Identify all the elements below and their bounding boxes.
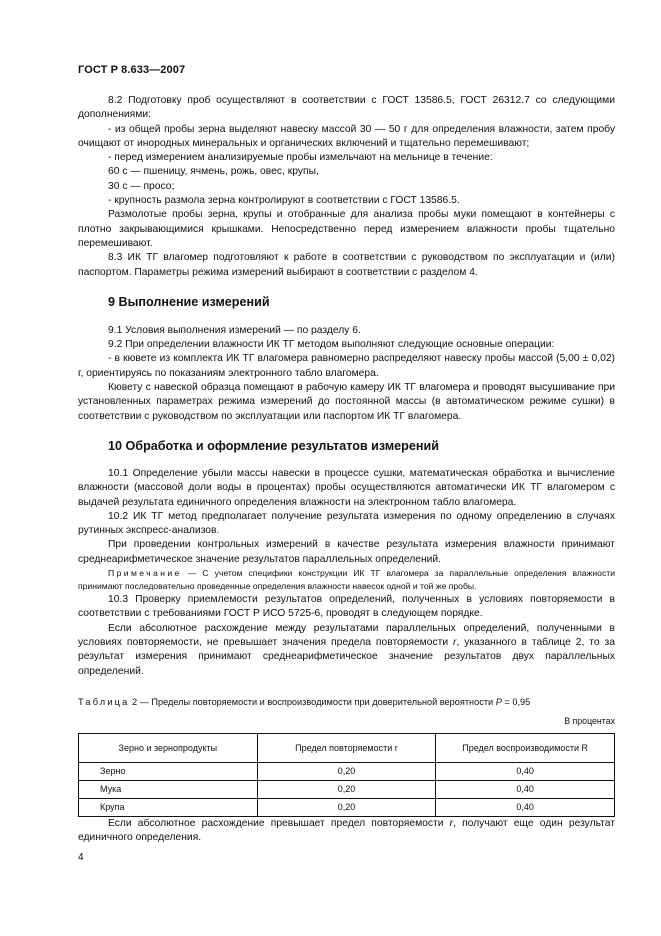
table-header-repeatability: Предел повторяемости r	[257, 733, 436, 762]
table-row	[79, 762, 615, 780]
table-header-row	[79, 733, 615, 762]
paragraph-8-2: 8.2 Подготовку проб осуществляют в соответствии с ГОСТ 13586.5, ГОСТ 26312.7 со следующими дополнениями:	[78, 95, 615, 121]
paragraph-8-3: 8.3 ИК ТГ влагомер подготовляют к работе в соответствии с руководством по эксплуатации и (или) паспортом. Параметры режима измерений выбирают в соответствии с разделом 4.	[78, 252, 615, 278]
paragraph-9-2-item-2: Кювету с навеской образца помещают в рабочую камеру ИК ТГ влагомера и проводят высушивание при установленных параметрах режима измерений до постоянной массы (в автоматическом режиме сушки) в соответствии с руководством по эксплуатации или паспортом ИК ТГ влагомера.	[78, 382, 615, 422]
paragraph-9-2-item-1: - в кювете из комплекта ИК ТГ влагомера равномерно распределяют навеску пробы массой (5,00 ± 0,02) г, ориентируясь по показаниям электронного табло влагомера.	[78, 353, 615, 379]
table-cell-product: Зерно	[79, 762, 258, 780]
table-cell-product: Крупа	[79, 798, 258, 816]
page-number: 4	[78, 852, 84, 863]
table-unit: В процентах	[564, 715, 615, 726]
section-9-heading: 9 Выполнение измерений	[108, 294, 270, 309]
note-label: Примечание	[108, 568, 182, 579]
document-body	[78, 94, 615, 845]
section-10-heading: 10 Обработка и оформление результатов измерений	[108, 438, 439, 453]
paragraph-8-2-storage: Размолотые пробы зерна, крупы и отобранные для анализа пробы муки помещают в контейнеры с плотно закрывающимися крышками. Непосредственно перед измерением влажности пробы тщательно перемешивают.	[78, 209, 615, 249]
paragraph-8-2-item-1: - из общей пробы зерна выделяют навеску массой 30 — 50 г для определения влажности, затем пробу очищают от инородных минеральных и органических включений и тщательно перемешивают;	[78, 123, 615, 149]
paragraph-8-2-item-2: - перед измерением анализируемые пробы измельчают на мельнице в течение:	[108, 152, 493, 164]
table-caption-text: 2 — Пределы повторяемости и воспроизводимости при доверительной вероятности	[129, 696, 496, 707]
paragraph-8-2-item-2a: 60 с — пшеницу, ячмень, рожь, овес, крупы,	[108, 166, 319, 178]
document-header: ГОСТ Р 8.633—2007	[78, 64, 186, 76]
paragraph-8-2-item-2b: 30 с — просо;	[108, 180, 175, 192]
table-cell-repeatability: 0,20	[257, 798, 436, 816]
table-header-reproducibility: Предел воспроизводимости R	[436, 733, 615, 762]
paragraph-8-2-item-3: - крупность размола зерна контролируют в соответствии с ГОСТ 13586.5.	[108, 195, 460, 207]
after-table-part2: , получают еще один результат единичного определения.	[78, 817, 615, 844]
paragraph-10-3-rule	[78, 622, 615, 679]
table-row	[79, 780, 615, 798]
paragraph-10-2-control: При проведении контрольных измерений в качестве результата измерения влажности принимают среднеарифметическое значение результатов параллельных определений.	[78, 539, 615, 565]
table-caption-end: = 0,95	[501, 696, 531, 707]
table-row	[79, 798, 615, 816]
paragraph-after-table	[78, 817, 615, 846]
note	[78, 567, 615, 593]
repeatability-symbol-2: r	[449, 817, 454, 829]
table-cell-reproducibility: 0,40	[436, 762, 615, 780]
paragraph-10-2: 10.2 ИК ТГ метод предполагает получение результата измерения по одному определению в случаях рутинных экспресс-анализов.	[78, 510, 615, 537]
after-table-part1: Если абсолютное расхождение превышает предел повторяемости	[108, 817, 450, 829]
repeatability-symbol: r	[453, 636, 457, 648]
table-cell-reproducibility: 0,40	[436, 780, 615, 798]
paragraph-10-1: 10.1 Определение убыли массы навески в процессе сушки, математическая обработка и вычисление влажности (массовой доли воды в процентах) пробы осуществляются автоматически ИК ТГ влагомером с выдачей результата единичного определения влажности на электронном табло влагомера.	[78, 467, 615, 508]
paragraph-9-2: 9.2 При определении влажности ИК ТГ методом выполняют следующие основные операции:	[108, 339, 555, 351]
note-text: — С учетом специфики конструкции ИК ТГ влагомера за параллельные определения влажности принимают последовательно проведенные определения влажности навесок одной и той же пробы.	[78, 568, 615, 592]
paragraph-10-3: 10.3 Проверку приемлемости результатов определений, полученных в условиях повторяемости в соответствии с требованиями ГОСТ Р ИСО 5725-6, проводят в следующем порядке.	[78, 594, 615, 620]
table-cell-repeatability: 0,20	[257, 762, 436, 780]
limits-table	[78, 733, 615, 817]
table-header-product: Зерно и зернопродукты	[79, 733, 258, 762]
table-cell-repeatability: 0,20	[257, 780, 436, 798]
table-caption	[78, 696, 615, 708]
paragraph-9-1: 9.1 Условия выполнения измерений — по разделу 6.	[108, 324, 361, 336]
table-caption-label: Таблица	[78, 696, 130, 707]
paragraph-10-3-rule-part2: , указанного в таблице 2, то за результат измерения принимают среднеарифметическое значение результатов двух параллельных определений.	[78, 636, 615, 677]
probability-symbol: P	[495, 696, 502, 707]
paragraph-10-3-rule-part1: Если абсолютное расхождение между результатами параллельных определений, полученными в условиях повторяемости, не превышает значения предела повторяемости	[78, 622, 615, 648]
table-cell-product: Мука	[79, 780, 258, 798]
table-cell-reproducibility: 0,40	[436, 798, 615, 816]
